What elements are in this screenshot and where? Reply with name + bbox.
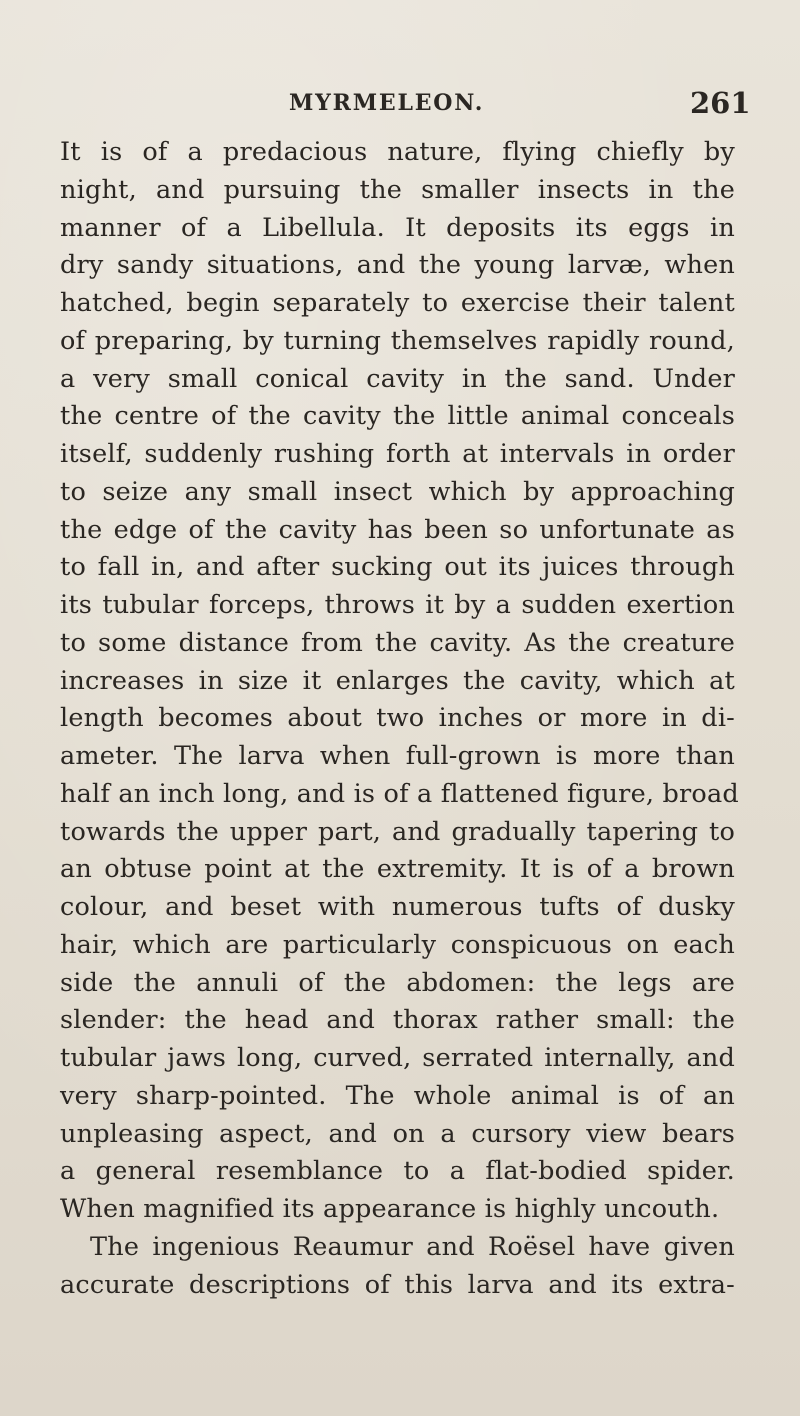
- body-text: [60, 134, 739, 1304]
- text-line: dry sandy situations, and the young larvæ, when: [60, 250, 735, 281]
- text-line: night, and pursuing the smaller insects in the: [60, 174, 735, 205]
- text-line: accurate descriptions of this larva and its extra-: [60, 1269, 735, 1300]
- text-line: increases in size it enlarges the cavity, which at: [60, 665, 735, 696]
- text-line: hatched, begin separately to exercise their talent: [60, 288, 735, 318]
- page-number: 261: [690, 86, 751, 120]
- text-line: a general resemblance to a flat-bodied spider.: [60, 1156, 735, 1187]
- text-line: of preparing, by turning themselves rapidly round,: [60, 325, 735, 356]
- text-line: The ingenious Reaumur and Roësel have given: [90, 1231, 735, 1262]
- text-line: It is of a predacious nature, flying chiefly by: [60, 137, 735, 167]
- text-line: manner of a Libellula. It deposits its eggs in: [60, 212, 735, 243]
- text-line: to fall in, and after sucking out its juices through: [60, 552, 735, 583]
- text-line: half an inch long, and is of a flattened figure, broad: [60, 778, 739, 809]
- text-line: very sharp-pointed. The whole animal is of an: [60, 1080, 735, 1111]
- text-line: unpleasing aspect, and on a cursory view bears: [60, 1118, 735, 1149]
- text-line: tubular jaws long, curved, serrated internally, and: [60, 1043, 735, 1073]
- text-line: side the annuli of the abdomen: the legs are: [60, 967, 735, 998]
- text-line: itself, suddenly rushing forth at intervals in order: [60, 439, 735, 469]
- text-line: slender: the head and thorax rather small: the: [60, 1005, 735, 1036]
- text-line: its tubular forceps, throws it by a sudden exertion: [60, 590, 735, 620]
- text-line: to seize any small insect which by approaching: [60, 476, 735, 507]
- text-line: ameter. The larva when full-grown is more than: [60, 741, 735, 771]
- text-line: length becomes about two inches or more in di-: [60, 703, 735, 734]
- text-line: to some distance from the cavity. As the creature: [60, 627, 735, 658]
- running-head: [0, 86, 800, 126]
- text-line: a very small conical cavity in the sand. Under: [60, 363, 735, 394]
- text-line: the edge of the cavity has been so unfortunate as: [60, 514, 735, 545]
- text-line: hair, which are particularly conspicuous on each: [60, 929, 735, 960]
- text-line: an obtuse point at the extremity. It is of a brown: [60, 854, 735, 885]
- text-line: When magnified its appearance is highly uncouth.: [60, 1194, 720, 1224]
- running-title: MYRMELEON.: [289, 90, 485, 116]
- text-line: colour, and beset with numerous tufts of dusky: [60, 892, 735, 922]
- text-line: towards the upper part, and gradually tapering to: [60, 816, 735, 847]
- text-line: the centre of the cavity the little animal conceals: [60, 401, 735, 432]
